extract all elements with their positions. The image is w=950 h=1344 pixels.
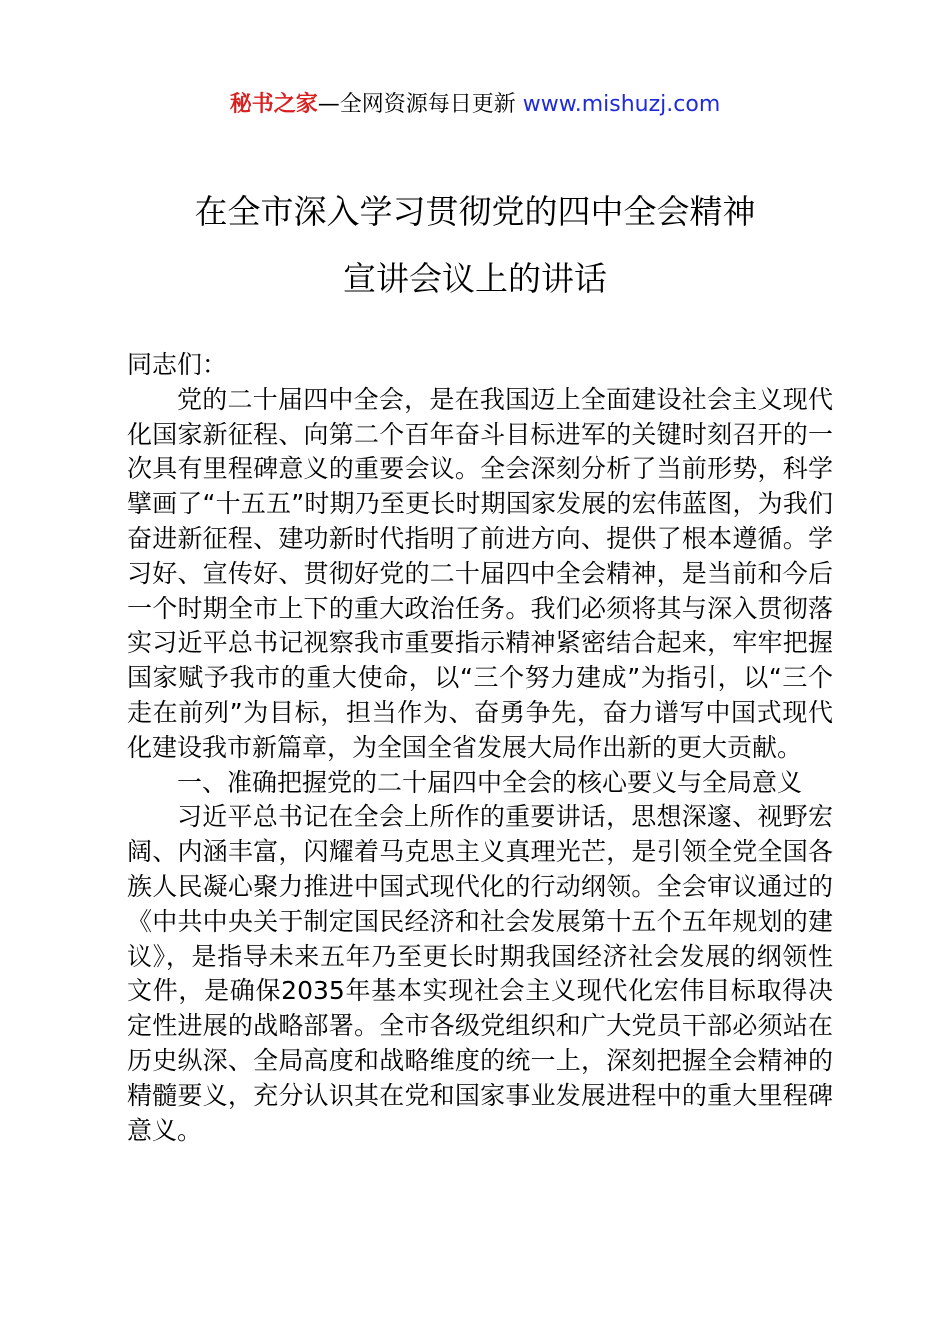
document-title-line-1: 在全市深入学习贯彻党的四中全会精神 — [194, 192, 756, 231]
site-brand: 秘书之家 — [229, 92, 318, 117]
section-1-heading: 一、准确把握党的二十届四中全会的核心要义与全局意义 — [177, 767, 803, 797]
document-body — [127, 348, 833, 1148]
paragraph-1: 党的二十届四中全会，是在我国迈上全面建设社会主义现代化国家新征程、向第二个百年奋斗目标进军的关键时刻召开的一次具有里程碑意义的重要会议。全会深刻分析了当前形势，科学擘画了“十五五”时期乃至更长时期国家发展的宏伟蓝图，为我们奋进新征程、建功新时代指明了前进方向、提供了根本遵循。学习好、宣传好、贯彻好党的二十届四中全会精神，是当前和今后一个时期全市上下的重大政治任务。我们必须将其与深入贯彻落实习近平总书记视察我市重要指示精神紧密结合起来，牢牢把握国家赋予我市的重大使命，以“三个努力建成”为指引，以“三个走在前列”为目标，担当作为、奋勇争先，奋力谱写中国式现代化建设我市新篇章，为全国全省发展大局作出新的更大贡献。 — [127, 384, 833, 762]
site-tagline: —全网资源每日更新 — [317, 92, 523, 117]
paragraph-2: 习近平总书记在全会上所作的重要讲话，思想深邃、视野宏阔、内涵丰富，闪耀着马克思主义真理光芒，是引领全党全国各族人民凝心聚力推进中国式现代化的行动纲领。全会审议通过的《中共中央关于制定国民经济和社会发展第十五个五年规划的建议》，是指导未来五年乃至更长时期我国经济社会发展的纲领性文件，是确保2035年基本实现社会主义现代化宏伟目标取得决定性进展的战略部署。全市各级党组织和广大党员干部必须站在历史纵深、全局高度和战略维度的统一上，深刻把握全会精神的精髓要义，充分认识其在党和国家事业发展进程中的重大里程碑意义。 — [127, 802, 833, 1145]
site-header — [0, 88, 950, 122]
salutation: 同志们： — [127, 350, 228, 379]
document-title-line-2: 宣讲会议上的讲话 — [343, 259, 607, 298]
site-url-link[interactable]: www.mishuzj.com — [522, 92, 721, 117]
